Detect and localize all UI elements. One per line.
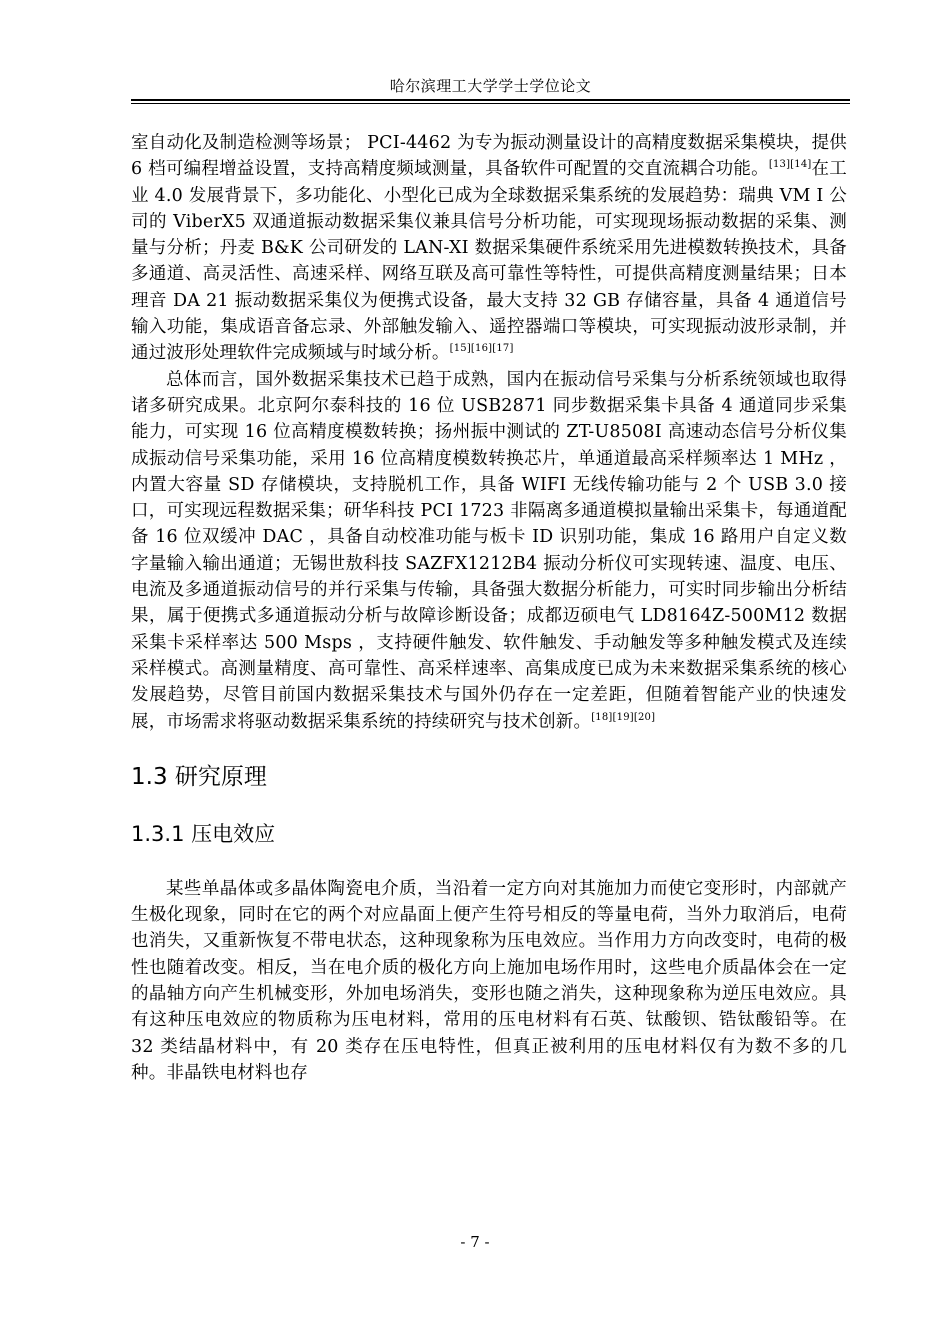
paragraph-domestic-research xyxy=(131,367,847,735)
header-rule-thin xyxy=(131,103,850,104)
body-text xyxy=(131,130,847,1086)
section-heading: 1.3 研究原理 xyxy=(131,763,267,790)
paragraph-continued xyxy=(131,130,847,367)
paragraph-text: 在工业 4.0 发展背景下，多功能化、小型化已成为全球数据采集系统的发展趋势：瑞典 VM I 公司的 ViberX5 双通道振动数据采集仪兼具信号分析功能，可实现现场振动数据的采集、测量与分析；丹麦 B&K 公司研发的 LAN-XI 数据采集硬件系统采用先进模数转换技术，具备多通道、高灵活性、高速采样、网络互联及高可靠性等特性，可提供高精度测量结果；日本理音 DA 21 振动数据采集仪为便携式设备，最大支持 32 GB 存储容量，具备 4 通道信号输入功能，集成语音备忘录、外部触发输入、遥控器端口等模块，可实现振动波形录制，并通过波形处理软件完成频域与时域分析。 xyxy=(131,159,847,364)
subsection-heading: 1.3.1 压电效应 xyxy=(131,821,276,846)
page-number: - 7 - xyxy=(460,1233,490,1251)
citation-ref: [13][14] xyxy=(768,159,812,171)
citation-ref: [15][16][17] xyxy=(449,343,514,355)
header-rule-thick xyxy=(131,99,850,101)
paragraph-text: 某些单晶体或多晶体陶瓷电介质，当沿着一定方向对其施加力而使它变形时，内部就产生极化现象，同时在它的两个对应晶面上便产生符号相反的等量电荷，当外力取消后，电荷也消失，又重新恢复不带电状态，这种现象称为压电效应。当作用力方向改变时，电荷的极性也随着改变。相反，当在电介质的极化方向上施加电场作用时，这些电介质晶体会在一定的晶轴方向产生机械变形，外加电场消失，变形也随之消失，这种现象称为逆压电效应。具有这种压电效应的物质称为压电材料，常用的压电材料有石英、钛酸钡、锆钛酸铅等。在 32 类结晶材料中，有 20 类存在压电特性，但真正被利用的压电材料仅有为数不多的几种。非晶铁电材料也存 xyxy=(131,878,847,1083)
running-header: 哈尔滨理工大学学士学位论文 xyxy=(389,77,592,95)
paragraph-text: 室自动化及制造检测等场景； PCI-4462 为专为振动测量设计的高精度数据采集模块，提供 6 档可编程增益设置，支持高精度频域测量，具备软件可配置的交直流耦合功能。 xyxy=(131,133,847,180)
paragraph-piezoelectric-effect xyxy=(131,876,847,1086)
paragraph-text: 总体而言，国外数据采集技术已趋于成熟，国内在振动信号采集与分析系统领域也取得诸多研究成果。北京阿尔泰科技的 16 位 USB2871 同步数据采集卡具备 4 通道同步采集能力，可实现 16 位高精度模数转换；扬州振中测试的 ZT-U8508I 高速动态信号分析仪集成振动信号采集功能，采用 16 位高精度模数转换芯片，单通道最高采样频率达 1 MHz ，内置大容量 SD 存储模块，支持脱机工作，具备 WIFI 无线传输功能与 2 个 USB 3.0 接口，可实现远程数据采集；研华科技 PCI 1723 非隔离多通道模拟量输出采集卡，每通道配备 16 位双缓冲 DAC ，具备自动校准功能与板卡 ID 识别功能，集成 16 路用户自定义数字量输入输出通道；无锡世敖科技 SAZFX1212B4 振动分析仪可实现转速、温度、电压、电流及多通道振动信号的并行采集与传输，具备强大数据分析能力，可实时同步输出分析结果，属于便携式多通道振动分析与故障诊断设备；成都迈硕电气 LD8164Z-500M12 数据采集卡采样率达 500 Msps ，支持硬件触发、软件触发、手动触发等多种触发模式及连续采样模式。高测量精度、高可靠性、高采样速率、高集成度已成为未来数据采集系统的核心发展趋势，尽管目前国内数据采集技术与国外仍存在一定差距，但随着智能产业的快速发展，市场需求将驱动数据采集系统的持续研究与技术创新。 xyxy=(131,369,847,732)
citation-ref: [18][19][20] xyxy=(591,711,656,723)
